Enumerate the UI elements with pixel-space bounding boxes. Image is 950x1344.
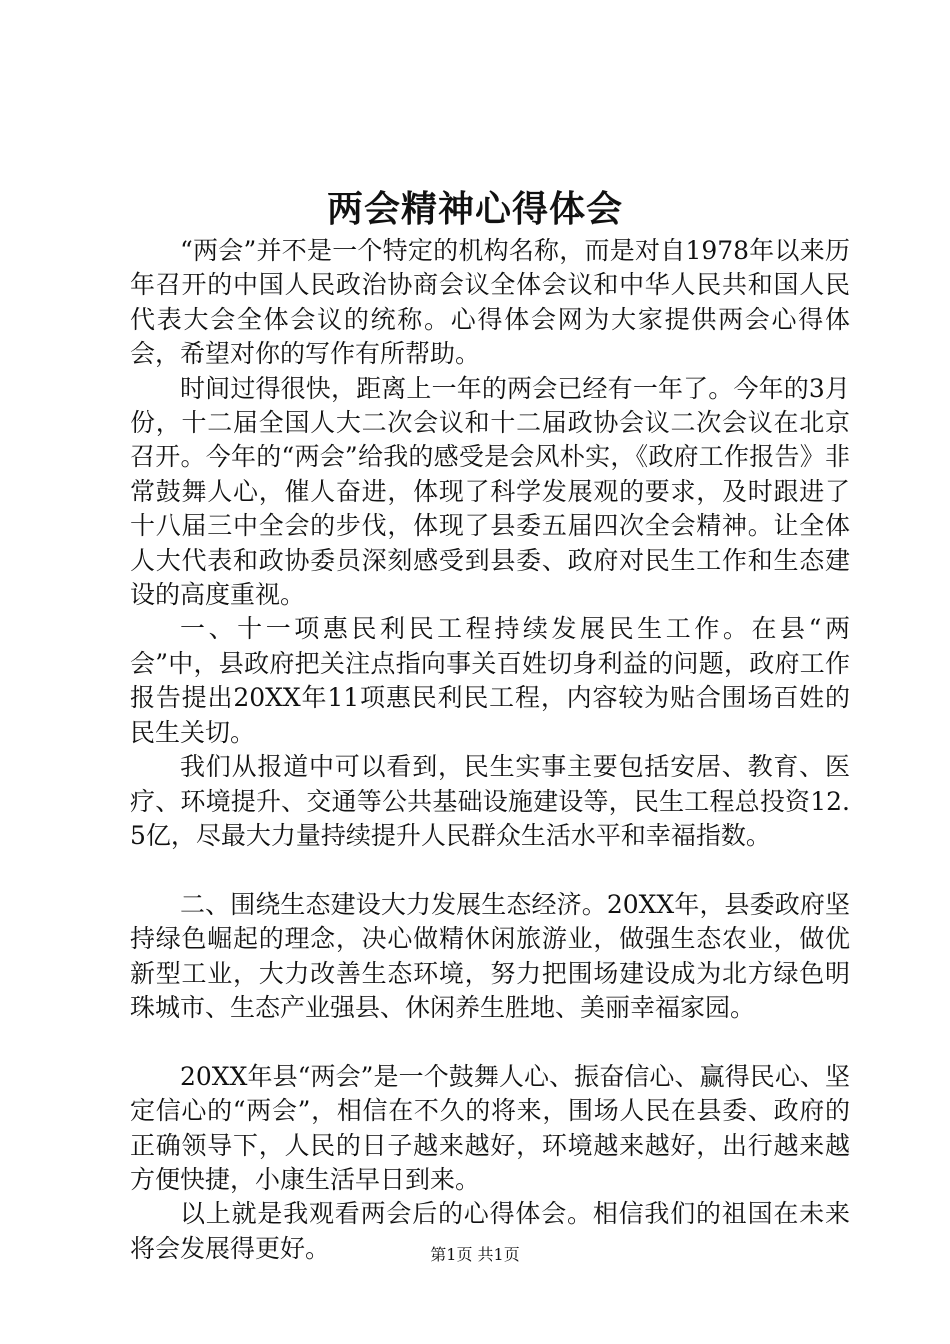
paragraph-livelihood-investment: 我们从报道中可以看到，民生实事主要包括安居、教育、医疗、环境提升、交通等公共基础设施建设等，民生工程总投资12.5亿，尽最大力量持续提升人民群众生活水平和幸福指数。 — [130, 752, 850, 850]
paragraph-confidence: 20XX年县“两会”是一个鼓舞人心、振奋信心、赢得民心、坚定信心的“两会”，相信在不久的将来，围场人民在县委、政府的正确领导下，人民的日子越来越好，环境越来越好，出行越来越方便快捷，小康生活早日到来。 — [130, 1061, 850, 1194]
paragraph-conclusion: 以上就是我观看两会后的心得体会。相信我们的祖国在未来将会发展得更好。 — [130, 1199, 850, 1263]
paragraph-livelihood-projects: 一、十一项惠民利民工程持续发展民生工作。在县“两会”中，县政府把关注点指向事关百姓切身利益的问题，政府工作报告提出20XX年11项惠民利民工程，内容较为贴合围场百姓的民生关切。 — [130, 614, 850, 747]
document-title: 两会精神心得体会 — [326, 188, 623, 230]
document-body — [130, 234, 850, 1266]
paragraph-ecology: 二、围绕生态建设大力发展生态经济。20XX年，县委政府坚持绿色崛起的理念，决心做精休闲旅游业，做强生态农业，做优新型工业，大力改善生态环境，努力把围场建设成为北方绿色明珠城市、生态产业强县、休闲养生胜地、美丽幸福家园。 — [130, 889, 850, 1022]
paragraph-time: 时间过得很快，距离上一年的两会已经有一年了。今年的3月份，十二届全国人大二次会议和十二届政协会议二次会议在北京召开。今年的“两会”给我的感受是会风朴实，《政府工作报告》非常鼓舞人心，催人奋进，体现了科学发展观的要求，及时跟进了十八届三中全会的步伐，体现了县委五届四次全会精神。让全体人大代表和政协委员深刻感受到县委、政府对民生工作和生态建设的高度重视。 — [130, 373, 850, 610]
paragraph-intro: “两会”并不是一个特定的机构名称，而是对自1978年以来历年召开的中国人民政治协商会议全体会议和中华人民共和国人民代表大会全体会议的统称。心得体会网为大家提供两会心得体会，希望对你的写作有所帮助。 — [130, 236, 850, 369]
page-number-footer: 第1页 共1页 — [430, 1245, 520, 1264]
